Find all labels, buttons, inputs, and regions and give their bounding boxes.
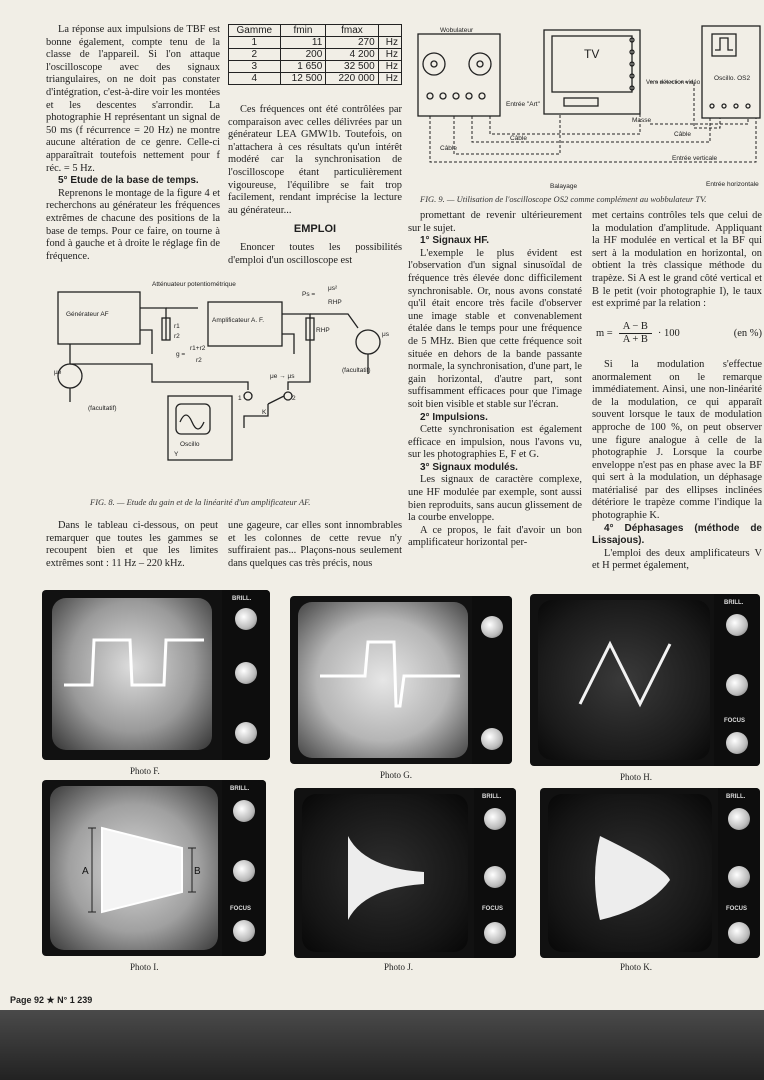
section-heading: 3° Signaux modulés. — [420, 461, 518, 473]
table-row — [229, 61, 402, 73]
fig9-label: Vers détection vidéo — [646, 80, 701, 86]
table-header: fmin — [280, 25, 326, 37]
fig8-label: 1 — [238, 395, 242, 402]
paragraph: A ce propos, le fait d'avoir un bon amplificateur horizontal per- — [408, 524, 582, 549]
section-heading: 4° Déphasages (méthode de Lissajous). — [592, 522, 762, 547]
text-column-2 — [228, 104, 402, 267]
fig8-label: g = — [176, 351, 186, 358]
fig8-label: (facultatif) — [342, 367, 371, 374]
page-footer: Page 92 ★ N° 1 239 — [10, 995, 93, 1005]
table-header: fmax — [326, 25, 378, 37]
fig8-label: r1 — [174, 323, 180, 330]
paragraph: promettant de revenir ultérieurement sur le sujet. — [408, 210, 582, 234]
fig9-label: Entrée horizontale — [706, 181, 759, 188]
paragraph: met certains contrôles tels que celui de la modulation d'amplitude. Appliquant la HF modulée en vertical et la BF qui sert à la modulation en horizontal, on obtient la très classique méthode du trapèze. Si A est le grand côté vertical et B le petit (voir photographie I), le taux est exprimé par la relation : — [592, 210, 762, 310]
photo-j — [294, 788, 516, 958]
fig8-label: μe — [54, 369, 62, 376]
fig8-label: Ps = — [302, 291, 316, 298]
panel-label: FOCUS — [726, 906, 747, 912]
photo-caption: Photo F. — [130, 766, 160, 776]
paragraph: Enoncer toutes les possibilités d'emploi d'un oscilloscope est — [228, 241, 402, 266]
knob — [235, 608, 257, 630]
section-heading: 1° Signaux HF. — [420, 235, 490, 247]
knob — [726, 732, 748, 754]
formula-denominator: A + B — [622, 334, 648, 346]
fig8-label: (facultatif) — [88, 405, 117, 412]
paragraph: Dans le tableau ci-dessous, on peut remarquer que toutes les gammes se recoupent bien et que les limites extrêmes sont : 11 Hz – 220 kHz. — [46, 520, 218, 569]
table-cell: 1 — [229, 37, 281, 49]
knob — [728, 866, 750, 888]
knob — [235, 662, 257, 684]
text-column-1 — [46, 24, 220, 263]
section-heading: 5° Etude de la base de temps. — [58, 175, 199, 187]
figure-9-caption: FIG. 9. — Utilisation de l'oscilloscope OS2 comme complément au wobbulateur TV. — [420, 194, 707, 204]
paragraph: une gageure, car elles sont innombrables et les colonnes de cette revue n'y suffiraient pas... Plaçons-nous seulement dans quelques cas très précis, nous — [228, 520, 402, 569]
fig8-label: Oscillo — [180, 441, 200, 448]
fig9-label: Entrée verticale — [672, 155, 718, 162]
photo-caption: Photo G. — [380, 770, 413, 780]
table-cell: 4 — [229, 73, 281, 85]
figure-9-diagram — [410, 22, 762, 198]
figure-8-diagram — [48, 278, 400, 468]
panel-label: BRILL. — [482, 794, 502, 800]
formula-unit: (en %) — [733, 327, 762, 339]
knob — [726, 674, 748, 696]
square-wave-trace — [64, 630, 204, 700]
fig9-label: Masse — [632, 117, 652, 124]
knob — [233, 920, 255, 942]
fig8-label: 2 — [292, 395, 296, 402]
fig8-label: r1+r2 — [190, 345, 206, 352]
triangle-trace — [570, 634, 690, 714]
fig9-label: Balayage — [550, 183, 578, 190]
paragraph: Les signaux de caractère complexe, une HF modulée par exemple, sont aussi bien reproduits, sans aucun glissement de la courbe enveloppe. — [408, 474, 582, 524]
trapeze-trace — [82, 820, 202, 920]
table-cell: 220 000 — [326, 73, 378, 85]
fig8-label: r2 — [174, 333, 180, 340]
nonlinear-trace — [334, 828, 454, 928]
control-panel — [718, 788, 760, 958]
table-cell: 32 500 — [326, 61, 378, 73]
fig9-label: Câble — [510, 135, 527, 142]
fig8-label: μe → μs — [270, 373, 295, 380]
photo-caption: Photo K. — [620, 962, 653, 972]
fig9-label: Wobulateur — [440, 27, 474, 34]
panel-label: FOCUS — [482, 906, 503, 912]
formula-text: · 100 — [657, 327, 680, 339]
fig9-label: Câble — [440, 145, 457, 152]
table-cell: 3 — [229, 61, 281, 73]
table-row — [229, 49, 402, 61]
fig9-label: Oscillo. OS2 — [714, 75, 751, 82]
frequency-table — [228, 24, 402, 85]
photo-h — [530, 594, 760, 766]
panel-label: FOCUS — [230, 906, 251, 912]
table-row — [229, 37, 402, 49]
photo-i — [42, 780, 266, 956]
panel-label: BRILL. — [726, 794, 746, 800]
table-cell: Hz — [378, 61, 401, 73]
table-cell: 270 — [326, 37, 378, 49]
knob — [484, 808, 506, 830]
table-cell: Hz — [378, 49, 401, 61]
paragraph: L'exemple le plus évident est l'observation d'un signal sinusoïdal de fréquence très élevée donc difficilement synchronisable. Or, nous avons constaté qu'il était encore très facile d'observer une image stable et convenablement étalée dans le temps pour une fréquence de 5 MHz. Bien que cette fréquence soit située en dehors de la bande passante normale, la synchronisation, d'une part, le gain horizontal, d'autre part, sont suffisamment efficaces pour que l'image soit bien visible et stable sur l'écran. — [408, 247, 582, 410]
control-panel — [222, 590, 270, 760]
formula-fraction — [619, 321, 652, 347]
control-panel — [222, 780, 266, 956]
trapeze-label-b: B — [194, 866, 201, 877]
photo-g — [290, 596, 512, 764]
table-cell: 11 — [280, 37, 326, 49]
table-cell: Hz — [378, 73, 401, 85]
photo-caption: Photo J. — [384, 962, 414, 972]
text-column-3 — [408, 210, 582, 550]
dephased-trace — [580, 828, 700, 928]
paragraph: Reprenons le montage de la figure 4 et recherchons au générateur les fréquences extrêmes de chacune des positions de la base de temps. Pour ce faire, on tourne à fond à gauche et à droite le réglage fin de fréquence. — [46, 187, 220, 262]
modulation-formula — [596, 321, 762, 347]
table-cell: 2 — [229, 49, 281, 61]
fig8-label: r2 — [196, 357, 202, 364]
formula-numerator: A − B — [619, 321, 652, 335]
fig8-label: μs — [382, 331, 389, 338]
paragraph: La réponse aux impulsions de TBF est bonne également, compte tenu de la classe de l'appareil. Si l'on attaque l'oscilloscope avec des signaux triangulaires, on ne doit pas constater d'intégration, c'est-à-dire voir les montées et les descentes s'arrondir. La photographie H représentant un signal de 50 ms (f récurrence = 20 Hz) ne montre aucune altération de ce genre. Celle-ci apparaîtrait toutefois nettement pour f réc. = 5 Hz. — [46, 24, 220, 174]
paragraph: L'emploi des deux amplificateurs V et H permet également, — [592, 547, 762, 572]
fig8-label: Y — [174, 451, 179, 458]
knob — [233, 860, 255, 882]
fig8-label: μs² — [328, 285, 338, 292]
section-heading: 2° Impulsions. — [420, 411, 488, 423]
knob — [728, 922, 750, 944]
knob — [726, 614, 748, 636]
paragraph: Ces fréquences ont été contrôlées par comparaison avec celles délivrées par un générateur LEA GMW1b. Toutefois, on n'attachera à ces résultats qu'un intérêt modéré car la synchronisation de l'oscilloscope étant particulièrement vigoureuse, l'équilibre se fait trop facilement, rendant imprécise la lecture au générateur... — [228, 104, 402, 216]
photo-k — [540, 788, 760, 958]
knob — [233, 800, 255, 822]
control-panel — [474, 788, 516, 958]
panel-label: FOCUS — [724, 718, 745, 724]
table-header: Gamme — [229, 25, 281, 37]
panel-label: BRILL. — [230, 786, 250, 792]
section-heading: EMPLOI — [293, 223, 337, 236]
fig8-label: RHP — [316, 327, 330, 334]
control-panel — [714, 594, 760, 766]
panel-label: BRILL. — [724, 600, 744, 606]
table-cell: 1 650 — [280, 61, 326, 73]
text-column-bottom-mid — [228, 520, 402, 570]
fig8-label: Atténuateur potentiométrique — [152, 281, 236, 288]
fig8-label: RHP — [328, 299, 342, 306]
formula-text: m = — [596, 327, 613, 339]
paragraph: Cette synchronisation est également efficace en impulsion, nous l'avons vu, sur les photographies E, F et G. — [408, 424, 582, 461]
panel-label: BRILL. — [232, 596, 252, 602]
knob — [484, 922, 506, 944]
knob — [481, 728, 503, 750]
table-cell: 12 500 — [280, 73, 326, 85]
text-column-4 — [592, 210, 762, 573]
photo-caption: Photo I. — [130, 962, 159, 972]
trapeze-label-a: A — [82, 866, 89, 877]
fig8-label: Générateur AF — [66, 311, 109, 318]
fig8-label: Amplificateur A. F. — [212, 317, 265, 324]
table-header-row — [229, 25, 402, 37]
control-panel — [472, 596, 512, 764]
knob — [484, 866, 506, 888]
table-cell: Hz — [378, 37, 401, 49]
paragraph: Si la modulation s'effectue anormalement on le remarque immédiatement. Ainsi, une non-linéarité de la modulation, ce qui apparaît souvent lorsque le taux de modulation approche de 100 %, on peut observer une figure analogue à celle de la photographie J. Lorsque la courbe enveloppe n'est pas en phase avec la BF qui sert à la modulation, un déphasage matérialisé par des ellipses inclinées détériore le trapèze comme l'indique la photographie K. — [592, 358, 762, 522]
knob — [481, 616, 503, 638]
fig9-label: TV — [584, 47, 600, 61]
table-header — [378, 25, 401, 37]
text-column-bottom-left — [46, 520, 218, 570]
figure-8-caption: FIG. 8. — Etude du gain et de la linéarité d'un amplificateur AF. — [90, 497, 311, 507]
knob — [235, 722, 257, 744]
table-cell: 4 200 — [326, 49, 378, 61]
pulse-trace — [320, 636, 460, 716]
table-cell: 200 — [280, 49, 326, 61]
fig8-label: K — [262, 409, 267, 416]
photo-caption: Photo H. — [620, 772, 653, 782]
scan-background — [0, 1010, 764, 1080]
photo-f — [42, 590, 270, 760]
fig9-label: Entrée "Art" — [506, 101, 540, 108]
table-row — [229, 73, 402, 85]
fig9-label: Câble — [674, 131, 691, 138]
knob — [728, 808, 750, 830]
